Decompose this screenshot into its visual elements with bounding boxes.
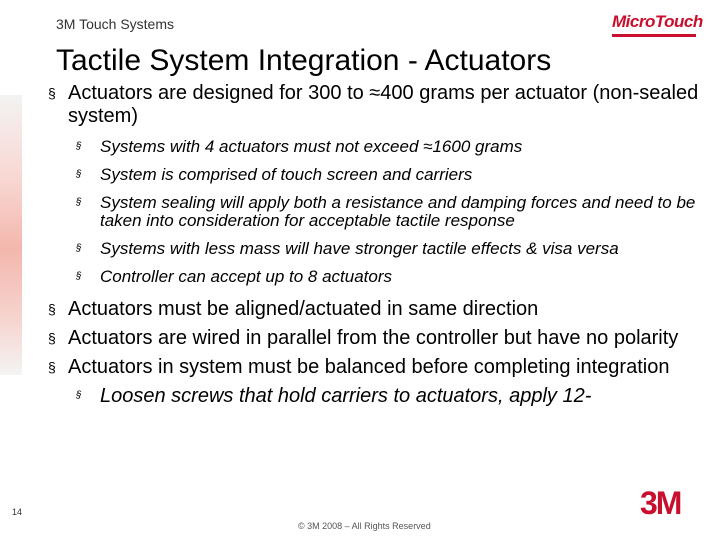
square-bullet-icon: § <box>76 243 82 254</box>
copyright-notice: © 3M 2008 – All Rights Reserved <box>298 521 431 531</box>
page-number: 14 <box>12 507 23 517</box>
sub-bullet-item <box>46 138 706 156</box>
sub-bullet-item <box>46 385 706 407</box>
bullet-text: Systems with 4 actuators must not exceed ≈1600 grams <box>100 137 523 156</box>
slide-title: Tactile System Integration - Actuators <box>56 44 552 77</box>
square-bullet-icon: § <box>48 85 56 101</box>
bullet-text: Actuators must be aligned/actuated in same direction <box>68 298 539 320</box>
bullet-list <box>46 82 706 417</box>
square-bullet-icon: § <box>48 330 56 346</box>
bullet-item <box>46 298 706 321</box>
bullet-text: Systems with less mass will have stronger tactile effects & visa versa <box>100 239 619 258</box>
square-bullet-icon: § <box>48 301 56 317</box>
square-bullet-icon: § <box>76 197 82 208</box>
microtouch-logo <box>612 10 703 40</box>
bullet-text: System sealing will apply both a resistance and damping forces and need to be taken into consideration for acceptable tactile response <box>100 193 696 230</box>
bullet-text: Loosen screws that hold carriers to actuators, apply 12- <box>100 385 592 407</box>
bullet-text: Controller can accept up to 8 actuators <box>100 267 392 286</box>
sub-bullet-item <box>46 166 706 184</box>
company-name: 3M Touch Systems <box>56 16 175 32</box>
bullet-text: Actuators are designed for 300 to ≈400 grams per actuator (non-sealed system) <box>68 82 699 127</box>
bullet-item <box>46 82 706 128</box>
sub-bullet-item <box>46 194 706 230</box>
3m-logo: 3M <box>640 485 681 521</box>
square-bullet-icon: § <box>76 390 82 401</box>
square-bullet-icon: § <box>76 141 82 152</box>
bullet-item <box>46 327 706 350</box>
square-bullet-icon: § <box>48 359 56 375</box>
bullet-text: System is comprised of touch screen and carriers <box>100 165 473 184</box>
square-bullet-icon: § <box>76 271 82 282</box>
sub-bullet-item <box>46 268 706 286</box>
square-bullet-icon: § <box>76 169 82 180</box>
microtouch-logo-underline <box>612 34 696 37</box>
bullet-text: Actuators are wired in parallel from the controller but have no polarity <box>68 327 679 349</box>
decorative-side-band <box>0 95 22 375</box>
bullet-text: Actuators in system must be balanced before completing integration <box>68 356 670 378</box>
sub-bullet-item <box>46 240 706 258</box>
microtouch-logo-text: MicroTouch <box>612 12 703 31</box>
bullet-item <box>46 356 706 379</box>
